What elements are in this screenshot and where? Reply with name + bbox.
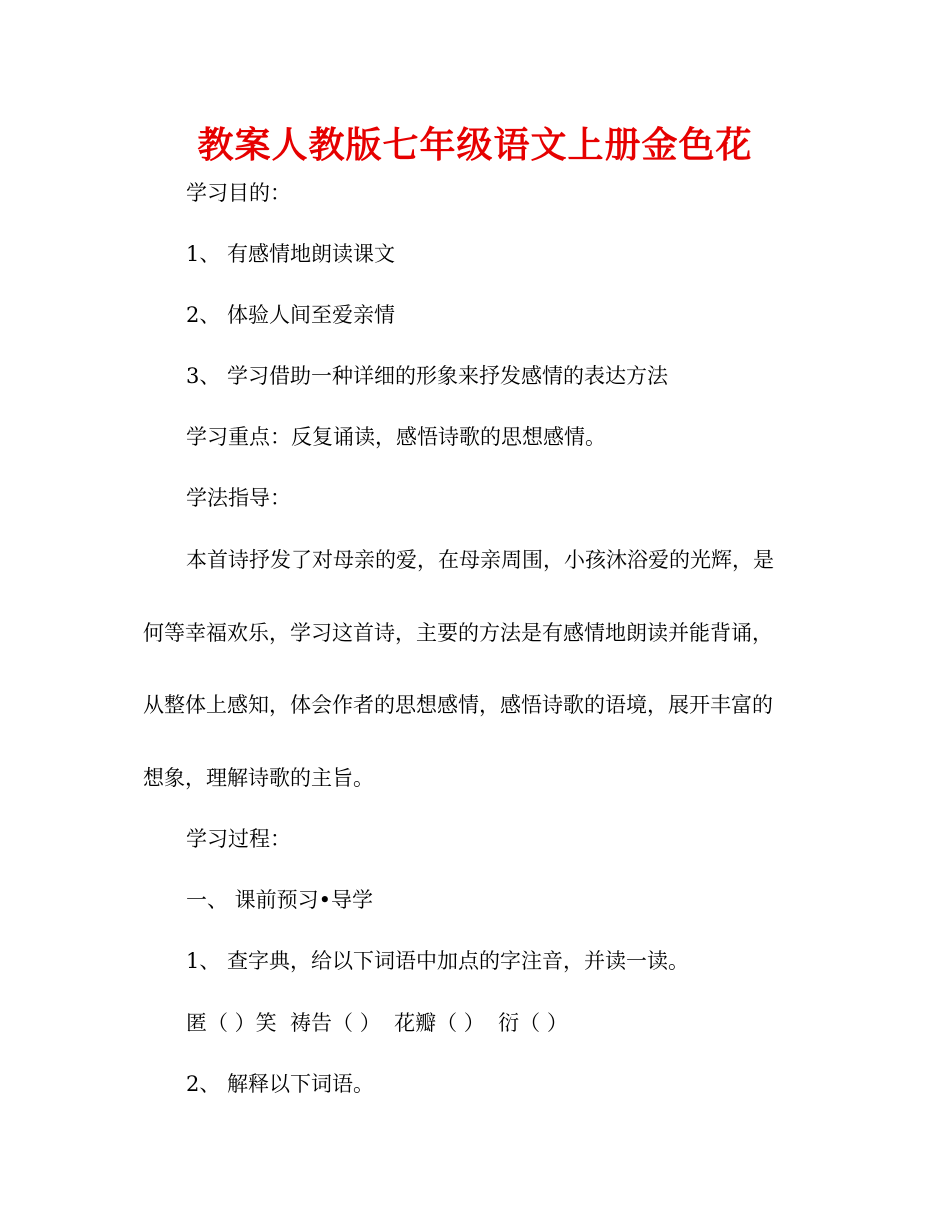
paragraph-key-point: 学习重点：反复诵读，感悟诗歌的思想感情。 [186, 425, 606, 449]
phonetic-item: 祷告（ ） [290, 1011, 381, 1035]
paragraph-goal-3: 3、 学习借助一种详细的形象来抒发感情的表达方法 [186, 364, 669, 388]
paragraph-method-line-3: 从整体上感知，体会作者的思想感情，感悟诗歌的语境，展开丰富的 [143, 693, 773, 717]
paragraph-learning-goals-heading: 学习目的： [186, 181, 291, 205]
document-title: 教案人教版七年级语文上册金色花 [197, 125, 753, 166]
paragraph-method-line-4: 想象，理解诗歌的主旨。 [143, 766, 374, 790]
paragraph-method-heading: 学法指导： [186, 486, 291, 510]
paragraph-task-1: 1、 查字典，给以下词语中加点的字注音，并读一读。 [186, 949, 690, 973]
paragraph-goal-2: 2、 体验人间至爱亲情 [186, 303, 396, 327]
phonetic-item: 匿（ ）笑 [186, 1011, 277, 1035]
paragraph-process-heading: 学习过程： [186, 827, 291, 851]
paragraph-method-line-2: 何等幸福欢乐，学习这首诗，主要的方法是有感情地朗读并能背诵， [143, 621, 773, 645]
paragraph-section-1: 一、 课前预习•导学 [186, 888, 374, 912]
paragraph-task-2: 2、 解释以下词语。 [186, 1072, 375, 1096]
paragraph-goal-1: 1、 有感情地朗读课文 [186, 242, 396, 266]
phonetic-item: 衍（ ） [498, 1011, 568, 1035]
phonetic-item: 花瓣（ ） [394, 1011, 485, 1035]
phonetic-items-row [186, 1008, 568, 1038]
paragraph-method-line-1: 本首诗抒发了对母亲的爱，在母亲周围，小孩沐浴爱的光辉，是 [186, 548, 774, 572]
